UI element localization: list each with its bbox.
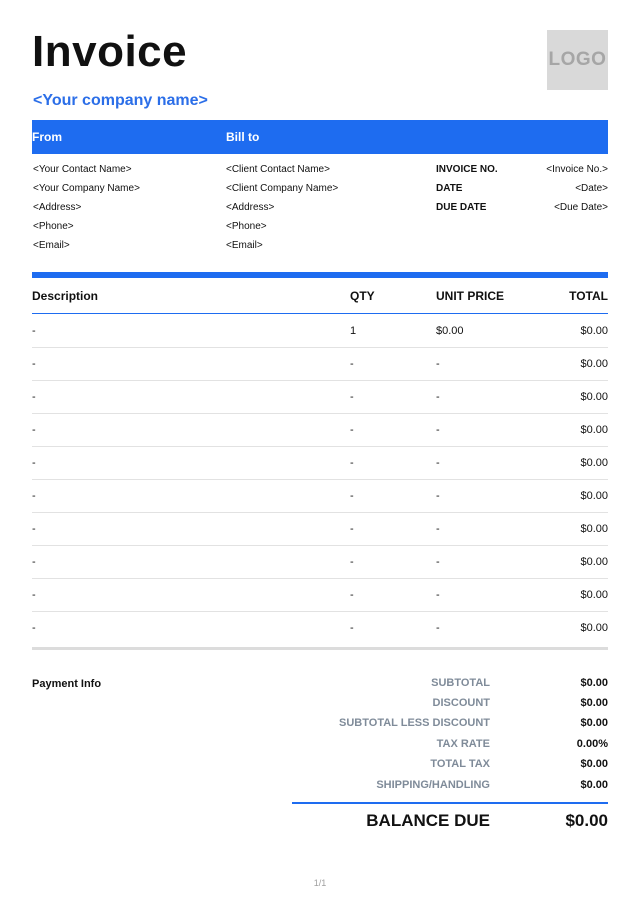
table-row [32, 380, 608, 414]
row-description: - [32, 490, 36, 502]
row-qty: - [350, 358, 354, 370]
row-qty: 1 [350, 325, 357, 337]
row-qty: - [350, 391, 354, 403]
tax-rate-value: 0.00% [576, 738, 608, 750]
row-total: $0.00 [580, 556, 608, 568]
client-email: <Email> [226, 240, 263, 251]
row-description: - [32, 589, 36, 601]
row-description: - [32, 325, 36, 337]
row-description: - [32, 457, 36, 469]
col-description: Description [32, 289, 99, 303]
col-total: TOTAL [569, 289, 608, 303]
table-row [32, 545, 608, 579]
table-row [32, 314, 608, 348]
row-qty: - [350, 622, 354, 634]
shipping-handling-label: SHIPPING/HANDLING [376, 779, 490, 791]
client-contact-name: <Client Contact Name> [226, 164, 330, 175]
row-unit-price: - [436, 523, 440, 535]
client-address: <Address> [226, 202, 275, 213]
from-contact-name: <Your Contact Name> [33, 164, 132, 175]
balance-due-label: BALANCE DUE [366, 811, 490, 830]
logo-placeholder: LOGO [547, 30, 608, 90]
discount-label: DISCOUNT [432, 697, 490, 709]
row-total: $0.00 [580, 424, 608, 436]
row-qty: - [350, 556, 354, 568]
from-billto-header-band [32, 120, 608, 154]
from-phone: <Phone> [33, 221, 74, 232]
row-qty: - [350, 490, 354, 502]
row-description: - [32, 424, 36, 436]
discount-value: $0.00 [580, 697, 608, 709]
date-value: <Date> [575, 183, 608, 194]
row-unit-price: - [436, 457, 440, 469]
subtotal-value: $0.00 [580, 677, 608, 689]
row-total: $0.00 [580, 490, 608, 502]
row-unit-price: - [436, 556, 440, 568]
table-row [32, 347, 608, 381]
row-unit-price: - [436, 589, 440, 601]
row-unit-price: - [436, 424, 440, 436]
shipping-handling-value: $0.00 [580, 779, 608, 791]
row-unit-price: $0.00 [436, 325, 464, 337]
date-label: DATE [436, 183, 463, 194]
row-unit-price: - [436, 490, 440, 502]
invoice-title: Invoice [32, 27, 188, 76]
row-description: - [32, 523, 36, 535]
client-phone: <Phone> [226, 221, 267, 232]
row-total: $0.00 [580, 358, 608, 370]
table-bottom-rule [32, 647, 608, 650]
bill-to-label: Bill to [226, 130, 260, 144]
table-row [32, 611, 608, 644]
tax-rate-label: TAX RATE [436, 738, 490, 750]
from-address: <Address> [33, 202, 82, 213]
balance-due-value: $0.00 [565, 811, 608, 830]
row-description: - [32, 391, 36, 403]
table-top-rule [32, 272, 608, 278]
table-row [32, 512, 608, 546]
page-number: 1/1 [313, 878, 327, 888]
total-tax-label: TOTAL TAX [430, 758, 490, 770]
row-total: $0.00 [580, 457, 608, 469]
col-unit-price: UNIT PRICE [436, 289, 505, 303]
due-date-value: <Due Date> [554, 202, 608, 213]
due-date-label: DUE DATE [436, 202, 487, 213]
company-name: <Your company name> [33, 92, 208, 109]
row-total: $0.00 [580, 589, 608, 601]
payment-info-label: Payment Info [32, 678, 102, 690]
table-row [32, 446, 608, 480]
row-description: - [32, 622, 36, 634]
from-label: From [32, 130, 62, 144]
row-qty: - [350, 523, 354, 535]
table-row [32, 578, 608, 612]
row-total: $0.00 [580, 523, 608, 535]
from-email: <Email> [33, 240, 70, 251]
row-total: $0.00 [580, 622, 608, 634]
row-total: $0.00 [580, 391, 608, 403]
subtotal-less-discount-label: SUBTOTAL LESS DISCOUNT [339, 717, 490, 729]
total-tax-value: $0.00 [580, 758, 608, 770]
subtotal-label: SUBTOTAL [431, 677, 490, 689]
table-row [32, 413, 608, 447]
row-unit-price: - [436, 391, 440, 403]
col-qty: QTY [350, 289, 375, 303]
row-description: - [32, 358, 36, 370]
subtotal-less-discount-value: $0.00 [580, 717, 608, 729]
invoice-no-label: INVOICE NO. [436, 164, 498, 175]
invoice-no-value: <Invoice No.> [546, 164, 608, 175]
balance-rule [292, 802, 608, 804]
row-unit-price: - [436, 358, 440, 370]
table-row [32, 479, 608, 513]
row-total: $0.00 [580, 325, 608, 337]
row-description: - [32, 556, 36, 568]
row-qty: - [350, 424, 354, 436]
row-qty: - [350, 457, 354, 469]
client-company-name: <Client Company Name> [226, 183, 339, 194]
from-company-name: <Your Company Name> [33, 183, 140, 194]
row-qty: - [350, 589, 354, 601]
row-unit-price: - [436, 622, 440, 634]
